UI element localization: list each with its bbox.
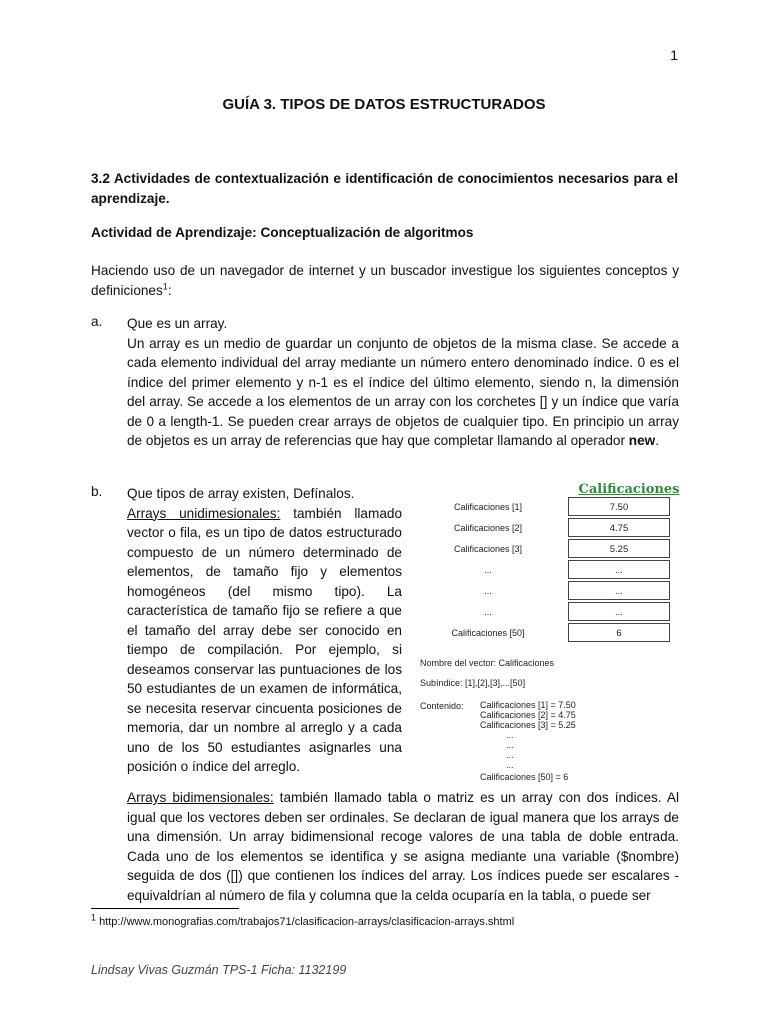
item-a-answer-text: Un array es un medio de guardar un conjunto de objetos de la misma clase. Se accede a cada elemento individual del array mediante un número entero denominado índice. 0 es el índice del primer elemento y n-1 es el índice del último elemento, siendo n, la dimensión del array. Se accede a los elementos de un array con los corchetes [] y un índice que varía de 0 a length-1. Se pueden crear arrays de objetos de cualquier tipo. En principio un array de objetos es un array de referencias que hay que completar llamando al operador [127,335,679,448]
figure-row-value: 4.75 [568,518,670,537]
intro-colon: : [167,282,172,298]
unidim-text: también llamado vector o fila, es un tipo de datos estructurado compuesto de un número determinado de elementos, de tamaño fijo y elementos homogéneos (del mismo tipo). La característica de tamaño fijo se refiere a que el tamaño del array debe ser conocido en tiempo de compilación. Por ejemplo, si deseamos conservar las puntuaciones de los 50 estudiantes de un examen de informática, se necesita reservar cincuenta posiciones de memoria, dar un nombre al arreglo y a cada uno de los 50 estudiantes asignarles una posición o índice del arreglo. [127,505,402,774]
item-a-letter: a. [91,314,103,329]
figure-content-line: Calificaciones [50] = 6 [480,772,569,782]
footnote-divider [91,908,239,909]
figure-row [414,518,684,538]
figure-row-value: 6 [568,623,670,642]
figure-row-value: 7.50 [568,497,670,516]
figure-row-value: ... [568,560,670,579]
figure-row-label: Calificaciones [50] [451,628,525,638]
figure-row [414,497,684,517]
bidim-term: Arrays bidimensionales: [127,790,274,805]
bidim-paragraph [127,788,679,905]
item-a-answer [127,334,679,451]
array-figure [414,480,684,790]
figure-content-line: Calificaciones [3] = 5.25 [480,720,576,730]
item-b-content [127,484,402,777]
figure-subindex: Subíndice: [1],[2],[3],...[50] [420,678,526,688]
figure-vector-name: Nombre del vector: Calificaciones [420,658,555,668]
figure-row [414,602,684,622]
unidim-term: Arrays unidimesionales: [127,505,281,521]
figure-content-line: Calificaciones [2] = 4.75 [480,710,576,720]
figure-content-line: Calificaciones [1] = 7.50 [480,700,576,710]
figure-row-label: Calificaciones [2] [453,523,523,533]
item-a-content [127,314,679,451]
section-heading: 3.2 Actividades de contextualización e identificación de conocimientos necesarios para el aprendizaje. [91,171,678,206]
page-number: 1 [670,47,678,63]
figure-row [414,623,684,643]
figure-row-value: 5.25 [568,539,670,558]
figure-content-line: ... [506,730,514,740]
intro-paragraph [91,261,679,300]
bidim-text: también llamado tabla o matriz es un array con dos índices. Al igual que los vectores deben ser ordinales. Se declaran de igual manera que los arrays de una dimensión. Un array bidimensional recoge valores de una tabla de doble entrada. Cada uno de los elementos se identifica y se asigna mediante una variable ($nombre) seguida de dos ([]) que contienen los índices del array. Los índices puede ser escalares - equivaldrían al número de fila y columna que la celda ocuparía en la tabla, o puede ser [127,790,679,903]
figure-row-label: Calificaciones [1] [453,502,523,512]
figure-content-line: ... [506,740,514,750]
figure-row-label: Calificaciones [3] [453,544,523,554]
item-b-question: Que tipos de array existen, Defínalos. [127,486,355,501]
activity-heading: Actividad de Aprendizaje: Conceptualización de algoritmos [91,225,474,240]
figure-content-line: ... [506,760,514,770]
figure-title: Calificaciones [578,482,680,497]
footnote [91,912,515,928]
item-b-letter: b. [91,484,103,499]
item-a-question: Que es un array. [127,316,228,331]
page-footer: Lindsay Vivas Guzmán TPS-1 Ficha: 1132199 [91,963,347,977]
footnote-number: 1 [91,912,97,923]
unidim-paragraph [127,504,402,777]
figure-row-label: ... [484,607,492,617]
figure-row-label: ... [484,565,492,575]
figure-row [414,560,684,580]
page-title: GUÍA 3. TIPOS DE DATOS ESTRUCTURADOS [222,96,546,113]
figure-content-line: ... [506,750,514,760]
footnote-url[interactable]: http://www.monografias.com/trabajos71/clasificacion-arrays/clasificacion-arrays.shtml [99,916,515,928]
figure-content-label: Contenido: [420,701,464,711]
footnote-ref: 1 [162,280,168,291]
item-a-answer-bold: new [628,433,656,448]
figure-row-value: ... [568,602,670,621]
figure-row [414,581,684,601]
item-a-answer-end: . [655,433,659,448]
figure-content-lines [480,700,576,782]
figure-row-value: ... [568,581,670,600]
figure-row [414,539,684,559]
figure-row-label: ... [484,586,492,596]
intro-text: Haciendo uso de un navegador de internet y un buscador investigue los siguientes conceptos y definiciones [91,263,679,298]
